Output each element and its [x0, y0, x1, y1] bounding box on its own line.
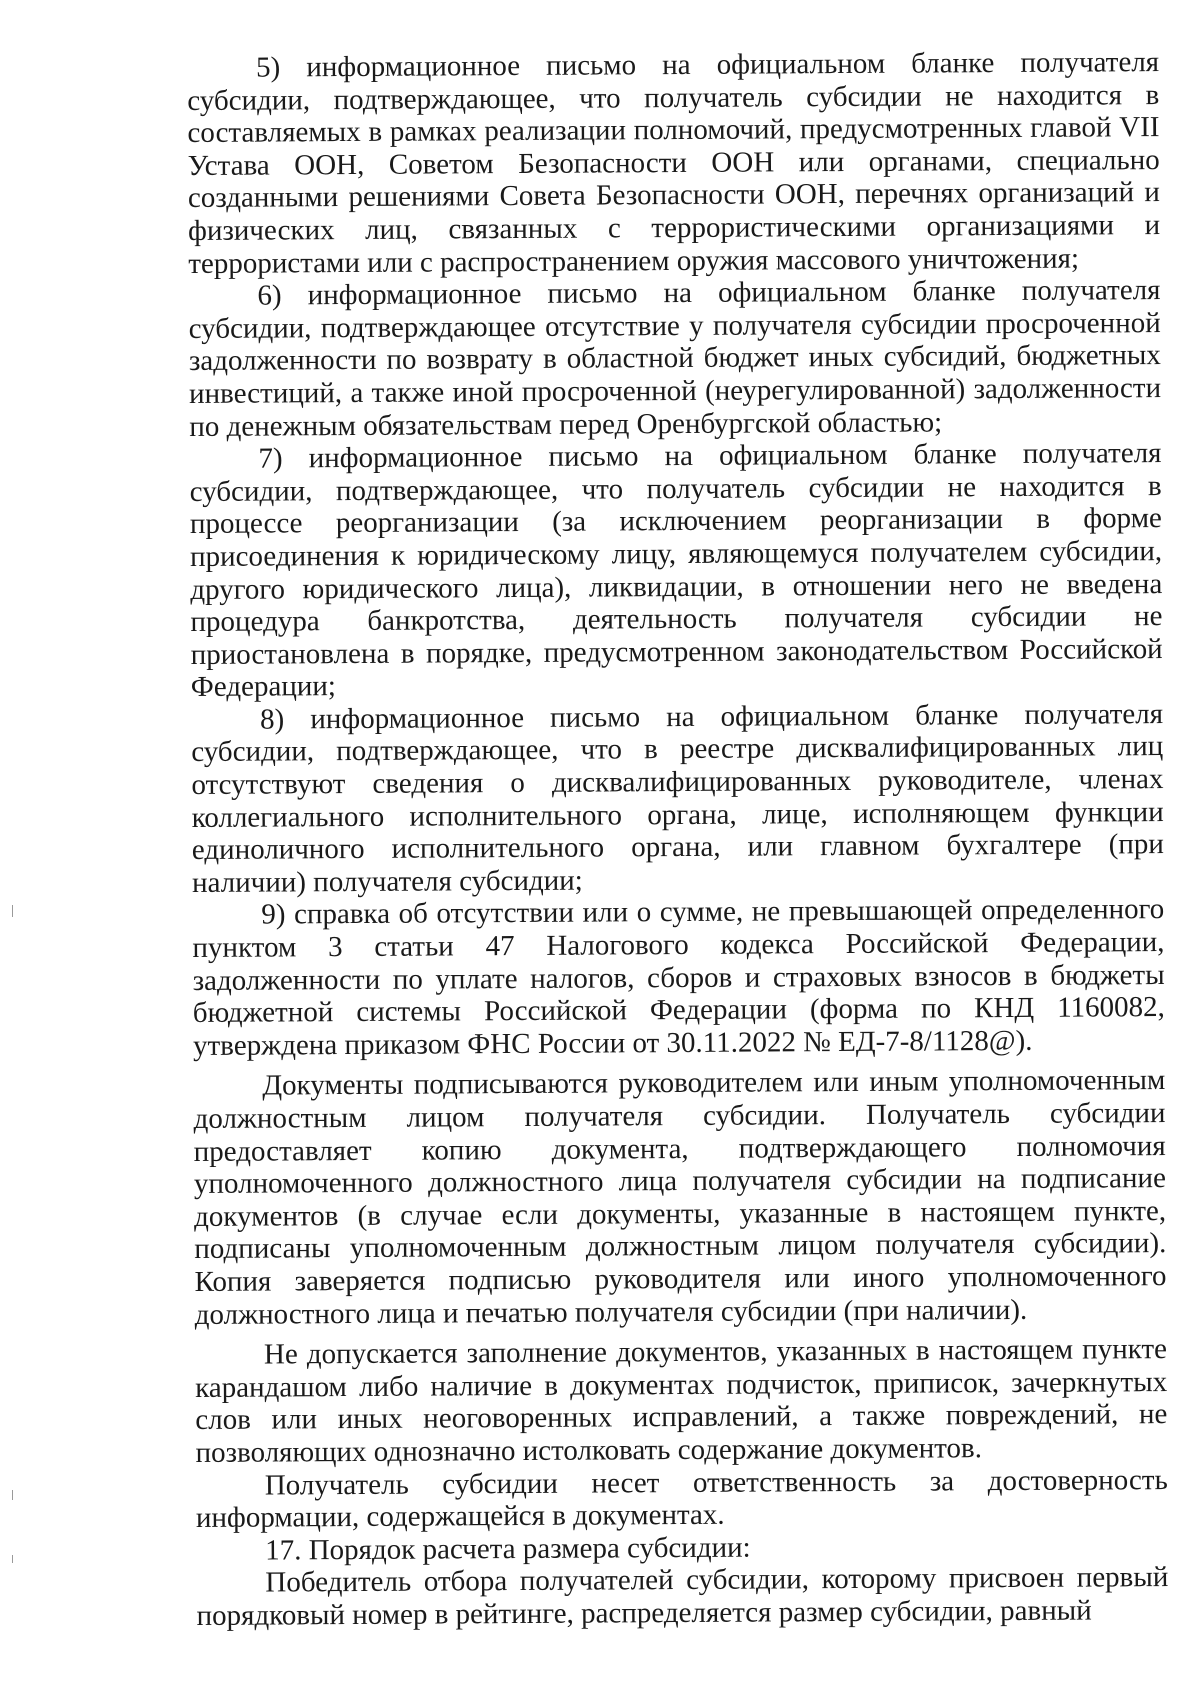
paragraph-item-6: 6) информационное письмо на официальном бланке получателя субсидии, подтверждающее отсутствие у получателя субсидии просроченной задолженности по возврату в областной бюджет иных субсидий, бюджетных инвестиций, а также иной просроченной (неурегулированной) задолженности по денежным обязательствам перед Оренбургской областью;	[188, 274, 1162, 443]
paragraph-item-5: 5) информационное письмо на официальном бланке получателя субсидии, подтверждающее, что получатель субсидии не находится в составляемых в рамках реализации полномочий, предусмотренных главой VII Устава ООН, Советом Безопасности ООН или органами, специально созданными решениями Совета Безопасности ООН, перечнях организаций и физических лиц, связанных с террористическими организациями и террористами или с распространением оружия массового уничтожения;	[187, 46, 1161, 280]
scan-edge-mark	[12, 1490, 13, 1500]
scan-edge-mark	[12, 1555, 13, 1563]
paragraph-responsibility: Получатель субсидии несет ответственность за достоверность информации, содержащейся в документах.	[195, 1463, 1168, 1535]
paragraph-item-8: 8) информационное письмо на официальном бланке получателя субсидии, подтверждающее, что в реестре дисквалифицированных лиц отсутствуют сведения о дисквалифицированных руководителе, членах коллегиального исполнительного органа, лице, исполняющем функции единоличного исполнительного органа, или главном бухгалтере (при наличии) получателя субсидии;	[191, 697, 1164, 899]
document-body	[187, 46, 1169, 1632]
paragraph-item-9: 9) справка об отсутствии или о сумме, не превышающей определенного пунктом 3 статьи 47 Налогового кодекса Российской Федерации, задолженности по уплате налогов, сборов и страховых взносов в бюджеты бюджетной системы Российской Федерации (форма по КНД 1160082, утверждена приказом ФНС России от 30.11.2022 № ЕД-7-8/1128@).	[192, 893, 1165, 1062]
paragraph-no-pencil: Не допускается заполнение документов, указанных в настоящем пункте карандашом либо наличие в документах подчисток, приписок, зачеркнутых слов или иных неоговоренных исправлений, а также повреждений, не позволяющих однозначно истолковать содержание документов.	[195, 1333, 1168, 1469]
paragraph-item-7: 7) информационное письмо на официальном бланке получателя субсидии, подтверждающее, что получатель субсидии не находится в процессе реорганизации (за исключением реорганизации в форме присоединения к юридическому лицу, являющемуся получателем субсидии, другого юридического лица), ликвидации, в отношении него не введена процедура банкротства, деятельность получателя субсидии не приостановлена в порядке, предусмотренном законодательством Российской Федерации;	[189, 437, 1163, 704]
scan-edge-mark	[12, 905, 13, 917]
section-heading-17: 17. Порядок расчета размера субсидии:	[265, 1531, 751, 1567]
paragraph-winner: Победитель отбора получателей субсидии, которому присвоен первый порядковый номер в рейтинге, распределяется размер субсидии, равный	[196, 1561, 1169, 1632]
paragraph-signing: Документы подписываются руководителем или иным уполномоченным должностным лицом получателя субсидии. Получатель субсидии предоставляет копию документа, подтверждающего полномочия уполномоченного должностного лица получателя субсидии на подписание документов (в случае если документы, указанные в настоящем пункте, подписаны уполномоченным должностным лицом получателя субсидии). Копия заверяется подписью руководителя или иного уполномоченного должностного лица и печатью получателя субсидии (при наличии).	[193, 1064, 1167, 1331]
